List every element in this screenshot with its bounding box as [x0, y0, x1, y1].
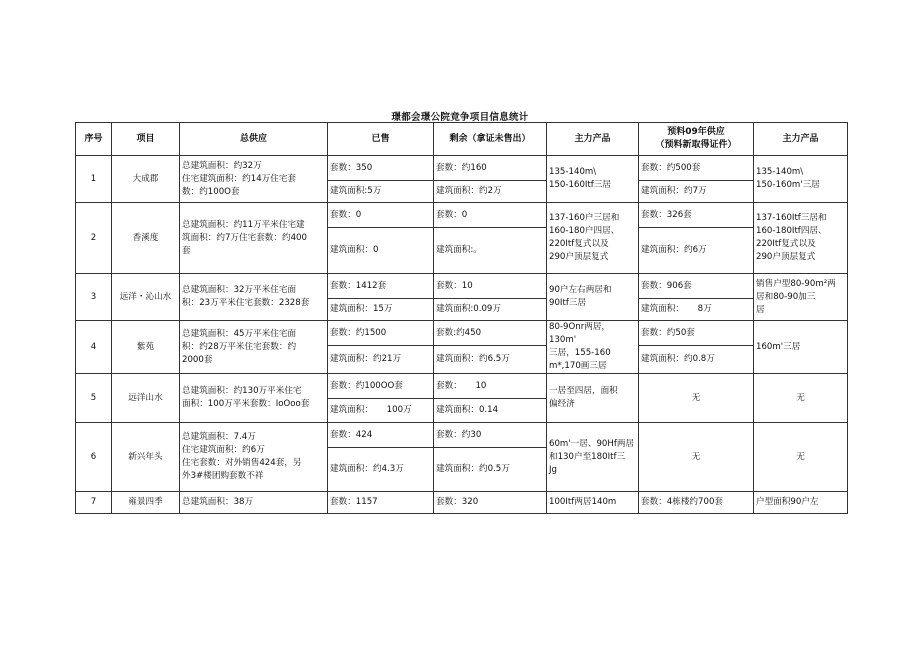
- cell-remaining-units: 套数：约160: [434, 156, 547, 181]
- cell-expected-supply: 无: [639, 423, 754, 492]
- cell-main-product: 100Itf两居140m: [547, 492, 639, 514]
- cell-main-product-2: [754, 321, 848, 374]
- table-row: [76, 374, 848, 399]
- cell-remaining-units: 套数：320: [434, 492, 547, 514]
- cell-remaining-units: 套数：10: [434, 274, 547, 299]
- cell-expected-supply: 套数：4栋楼约700套: [639, 492, 754, 514]
- main2-line: 150-160m'三居: [756, 180, 820, 190]
- cell-expected-area: 建筑面积：约6万: [639, 228, 754, 274]
- cell-seq: 4: [76, 321, 112, 374]
- main-line: 和130户至180Itf三: [549, 451, 626, 462]
- cell-main-product-2: [754, 203, 848, 274]
- total-line: 总建筑面积：约11万平米住宅建: [182, 219, 305, 230]
- cell-sold-units: 套数：1157: [328, 492, 434, 514]
- total-line: 积：23万平米住宅套数：2328套: [182, 298, 310, 308]
- main2-line: 220Itf复式以及: [756, 239, 816, 249]
- cell-total-supply: [180, 156, 328, 203]
- main2-line: 居和80-90加三: [756, 291, 816, 302]
- cell-sold-units: 套数：424: [328, 423, 434, 448]
- total-line: 数：约100O套: [182, 186, 240, 197]
- cell-total-supply: [180, 321, 328, 374]
- main-line: 220Itf复式以及: [549, 239, 609, 249]
- main-line: 290户顶层复式: [549, 252, 609, 262]
- main-line: 三居，155-160: [549, 348, 611, 358]
- total-line: 总建筑面积：约130万平米住宅: [182, 386, 302, 396]
- main-line: 60m'一居、90Hf两居: [549, 438, 635, 449]
- cell-main-product: [547, 156, 639, 203]
- cell-expected-units: 套数：约50套: [639, 321, 754, 346]
- cell-sold-area: 建筑面积：约4.3万: [328, 448, 434, 492]
- total-line: 住宅套数：对外销售424套，另: [182, 458, 302, 468]
- cell-seq: 3: [76, 274, 112, 321]
- cell-seq: 5: [76, 374, 112, 423]
- cell-sold-units: 套数：0: [328, 203, 434, 228]
- cell-remaining-units: 套数：约30: [434, 423, 547, 448]
- total-line: 住宅建筑面积：约6万: [182, 445, 265, 455]
- cell-main-product: [547, 321, 639, 374]
- main-line: m*,170画三居: [549, 361, 607, 371]
- cell-expected-units: 套数：326套: [639, 203, 754, 228]
- total-line: 面积：100万平米套数：IoOoo套: [182, 399, 310, 409]
- cell-remaining-units: 套数： 10: [434, 374, 547, 399]
- cell-remaining-area: 建筑面积：0.14: [434, 399, 547, 423]
- main-line: 150-160Itf三居: [549, 180, 612, 190]
- cell-expected-supply: 无: [639, 374, 754, 423]
- cell-main-product-2: [754, 274, 848, 321]
- cell-project: 紫苑: [112, 321, 180, 374]
- main-line: 137-160户三居和: [549, 213, 620, 223]
- main-line: 135-140m\: [549, 167, 597, 177]
- cell-total-supply: 总建筑面积：38万: [180, 492, 328, 514]
- cell-project: 大成郡: [112, 156, 180, 203]
- total-line: 总建筑面积：45万平米住宅面: [182, 328, 297, 339]
- header-seq: 序号: [76, 123, 112, 156]
- main2-line: 290户顶层复式: [756, 252, 816, 262]
- header-remaining: 剩余（拿证未售出）: [434, 123, 547, 156]
- table-row: [76, 156, 848, 181]
- cell-main-product: [547, 203, 639, 274]
- cell-remaining-area: 建筑面积:0.09万: [434, 299, 547, 321]
- cell-sold-area: 建筑面积：15万: [328, 299, 434, 321]
- table-row: [76, 492, 848, 514]
- main2-line: 137-160Itf三居和: [756, 213, 827, 223]
- cell-main-product-2: [754, 156, 848, 203]
- cell-sold-units: 套数：350: [328, 156, 434, 181]
- cell-sold-area: 建筑面积：约21万: [328, 346, 434, 374]
- cell-main-product: [547, 274, 639, 321]
- cell-sold-units: 套数：约100OO套: [328, 374, 434, 399]
- main-line: 90Itf三居: [549, 298, 587, 308]
- cell-expected-units: 套数：906套: [639, 274, 754, 299]
- cell-main-product: [547, 374, 639, 423]
- cell-expected-area: 建筑面积：约0.8万: [639, 346, 754, 374]
- cell-remaining-area: 建筑面积：约0.5万: [434, 448, 547, 492]
- main-line: Jg: [549, 464, 557, 475]
- cell-project: 远洋山水: [112, 374, 180, 423]
- cell-sold-area: 建筑面积：0: [328, 228, 434, 274]
- cell-project: 香溪度: [112, 203, 180, 274]
- total-line: 积：约28万平米住宅套数：约: [182, 341, 297, 352]
- main-line: 一居至四居，面积: [549, 386, 618, 396]
- main-line: 偏经济: [549, 399, 575, 409]
- document-title: 璟都会璟公院竞争项目信息统计: [391, 112, 529, 123]
- main2-line: 销售户型80-90m²两: [756, 278, 836, 289]
- header-main-product: 主力产品: [547, 123, 639, 156]
- total-line: 套: [182, 245, 191, 256]
- header-expected-supply-line2: （预料新取得证件）: [655, 140, 737, 150]
- cell-sold-area: 建筑面积： 100万: [328, 399, 434, 423]
- cell-project: 远洋・沁山水: [112, 274, 180, 321]
- main2-line: 135-140m\: [756, 167, 804, 177]
- header-main-product-2: 主力产品: [754, 123, 848, 156]
- cell-seq: 6: [76, 423, 112, 492]
- header-project: 项目: [112, 123, 180, 156]
- table-row: [76, 423, 848, 448]
- cell-main-product: [547, 423, 639, 492]
- table-row: [76, 203, 848, 228]
- header-expected-supply-line1: 预料09年供应: [667, 127, 725, 137]
- competition-info-table: [75, 122, 848, 514]
- cell-total-supply: [180, 203, 328, 274]
- cell-sold-area: 建筑面积:5万: [328, 181, 434, 203]
- cell-sold-units: 套数：约1500: [328, 321, 434, 346]
- total-line: 总建筑面积：7.4万: [182, 432, 256, 442]
- main-line: 80-9Onr两居，130m': [549, 322, 611, 345]
- main2-line: 160m'三居: [756, 341, 801, 352]
- cell-remaining-area: 建筑面积：约2万: [434, 181, 547, 203]
- total-line: 筑面积：约7万住宅套数：约400: [182, 232, 307, 243]
- header-total-supply: 总供应: [180, 123, 328, 156]
- cell-remaining-area: 建筑面积：约6.5万: [434, 346, 547, 374]
- main-line: 160-180户四居、: [549, 226, 620, 236]
- total-line: 总建筑面积：约32万: [182, 160, 262, 171]
- cell-expected-units: 套数：约500套: [639, 156, 754, 181]
- cell-project: 新兴年头: [112, 423, 180, 492]
- cell-sold-units: 套数：1412套: [328, 274, 434, 299]
- header-sold: 已售: [328, 123, 434, 156]
- table-row: [76, 274, 848, 299]
- cell-remaining-units: 套数:约450: [434, 321, 547, 346]
- table-row: [76, 321, 848, 346]
- cell-total-supply: [180, 374, 328, 423]
- cell-expected-area: 建筑面积：约7万: [639, 181, 754, 203]
- cell-total-supply: [180, 274, 328, 321]
- cell-seq: 7: [76, 492, 112, 514]
- main-line: 90户左右两居和: [549, 285, 612, 295]
- cell-total-supply: [180, 423, 328, 492]
- total-line: 2000套: [182, 354, 213, 365]
- cell-project: 雍景四季: [112, 492, 180, 514]
- main2-line: 160-180Itf四居、: [756, 226, 827, 236]
- table-header-row: [76, 123, 848, 156]
- cell-remaining-units: 套数：0: [434, 203, 547, 228]
- total-line: 住宅建筑面积：约14万住宅套: [182, 173, 297, 184]
- cell-expected-area: 建筑面积： 8万: [639, 299, 754, 321]
- cell-seq: 2: [76, 203, 112, 274]
- cell-main-product-2: 无: [754, 374, 848, 423]
- header-expected-supply: [639, 123, 754, 156]
- cell-main-product-2: 无: [754, 423, 848, 492]
- total-line: 外3#楼团购套数不祥: [182, 471, 264, 481]
- cell-seq: 1: [76, 156, 112, 203]
- main2-line: 居: [756, 304, 765, 315]
- total-line: 总建筑面积：32万平米住宅面: [182, 285, 297, 295]
- cell-remaining-area: 建筑面积:。: [434, 228, 547, 274]
- cell-main-product-2: 户型面积90户左: [754, 492, 848, 514]
